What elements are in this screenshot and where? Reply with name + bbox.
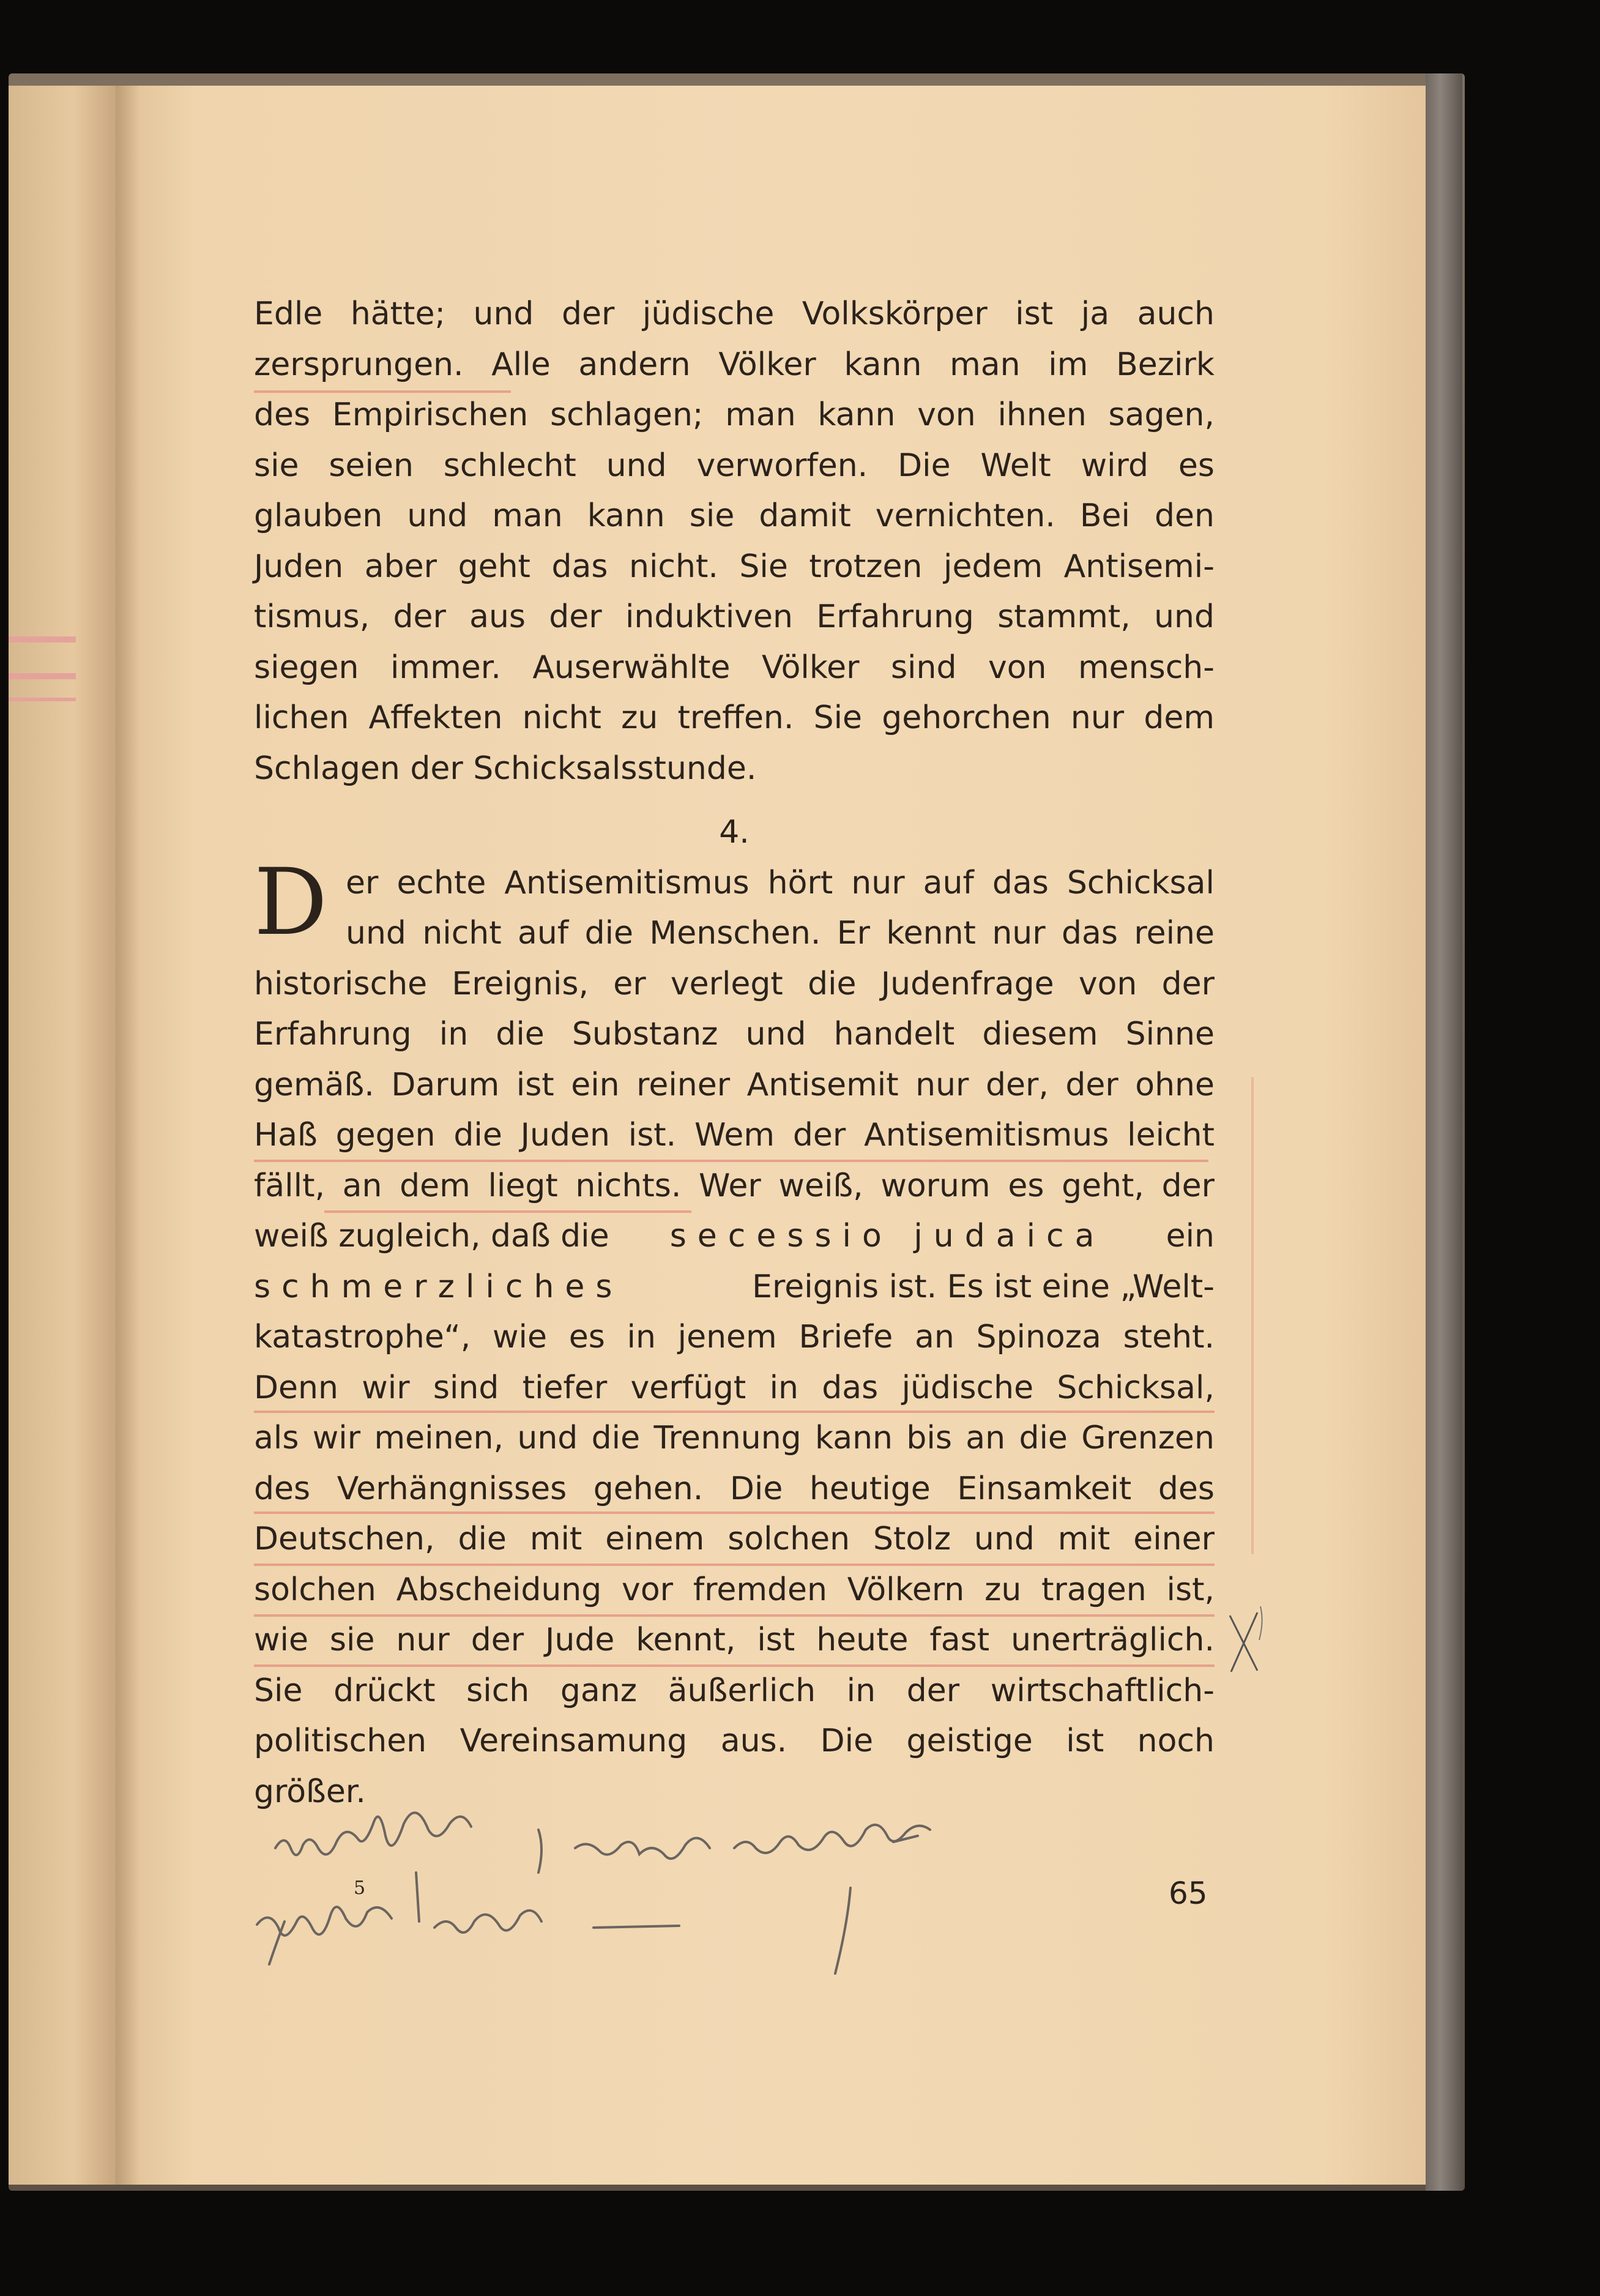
- text-line: des Verhängnisses gehen. Die heutige Einsamkeit des: [254, 1470, 1215, 1507]
- text-line: größer.: [254, 1773, 366, 1810]
- text-line: und nicht auf die Menschen. Er kennt nur das reine: [346, 915, 1215, 952]
- text-line: katastrophe“, wie es in jenem Briefe an Spinoza steht.: [254, 1319, 1215, 1355]
- handwritten-pencil-note: [233, 1805, 1187, 1989]
- page-number: 65: [1169, 1876, 1208, 1911]
- text-line: Haß gegen die Juden ist. Wem der Antisemitismus leicht: [254, 1117, 1215, 1154]
- text-line: Denn wir sind tiefer verfügt in das jüdische Schicksal,: [254, 1369, 1215, 1406]
- text-line: Juden aber geht das nicht. Sie trotzen jedem Antisemi-: [254, 548, 1215, 585]
- section-number: 4.: [719, 814, 750, 851]
- gutter-shadow: [116, 86, 140, 2185]
- left-red-mark: [9, 673, 76, 679]
- text-line: zersprungen. Alle andern Völker kann man im Bezirk: [254, 346, 1215, 383]
- text-line: sie seien schlecht und verworfen. Die Welt wird es: [254, 447, 1215, 484]
- left-red-mark: [9, 698, 76, 701]
- text-line: Deutschen, die mit einem solchen Stolz und mit einer: [254, 1521, 1215, 1557]
- spaced-term-schmerzliches: schmerzliches: [254, 1268, 623, 1305]
- text-line: er echte Antisemitismus hört nur auf das Schicksal: [346, 864, 1215, 901]
- text-line: gemäß. Darum ist ein reiner Antisemit nur der, der ohne: [254, 1066, 1215, 1103]
- signature-mark: 5: [354, 1877, 366, 1899]
- text-line: Erfahrung in die Substanz und handelt diesem Sinne: [254, 1016, 1215, 1053]
- text-line: des Empirischen schlagen; man kann von ihnen sagen,: [254, 397, 1215, 433]
- text-line: tismus, der aus der induktiven Erfahrung stammt, und: [254, 598, 1215, 635]
- text-line: solchen Abscheidung vor fremden Völkern zu tragen ist,: [254, 1571, 1215, 1608]
- text-line-schmerzliches: [254, 1262, 1215, 1313]
- text-line: Schlagen der Schicksalsstunde.: [254, 750, 757, 787]
- text-line: wie sie nur der Jude kennt, ist heute fast unerträglich.: [254, 1622, 1215, 1658]
- text-line: siegen immer. Auserwählte Völker sind von mensch-: [254, 649, 1215, 686]
- book-cover-edge: [1426, 73, 1462, 2191]
- body-text: [254, 289, 1215, 1817]
- text-line: glauben und man kann sie damit vernichten. Bei den: [254, 498, 1215, 534]
- text-line: politischen Vereinsamung aus. Die geistige ist noch: [254, 1723, 1215, 1759]
- text-line: Sie drückt sich ganz äußerlich in der wirtschaftlich-: [254, 1672, 1215, 1709]
- spaced-term-secessio-judaica: secessio judaica: [669, 1218, 1106, 1254]
- drop-cap-letter: D: [254, 849, 328, 956]
- text-line-secessio: [254, 1211, 1215, 1262]
- text-fragment: Ereignis ist. Es ist eine „Welt-: [752, 1268, 1215, 1305]
- text-fragment: ein: [1166, 1218, 1215, 1254]
- text-line: historische Ereignis, er verlegt die Judenfrage von der: [254, 965, 1215, 1002]
- text-line: fällt, an dem liegt nichts. Wer weiß, worum es geht, der: [254, 1167, 1215, 1204]
- text-fragment: weiß zugleich, daß die: [254, 1218, 609, 1254]
- text-line: Edle hätte; und der jüdische Volkskörper ist ja auch: [254, 296, 1215, 332]
- text-line: lichen Affekten nicht zu treffen. Sie gehorchen nur dem: [254, 699, 1215, 736]
- left-red-mark: [9, 636, 76, 643]
- margin-pencil-note: [1224, 1603, 1267, 1677]
- margin-red-line: [1251, 1077, 1254, 1554]
- left-page-edge: [9, 86, 117, 2185]
- text-line: als wir meinen, und die Trennung kann bis an die Grenzen: [254, 1420, 1215, 1456]
- margin-x-mark-icon: [1224, 1603, 1267, 1677]
